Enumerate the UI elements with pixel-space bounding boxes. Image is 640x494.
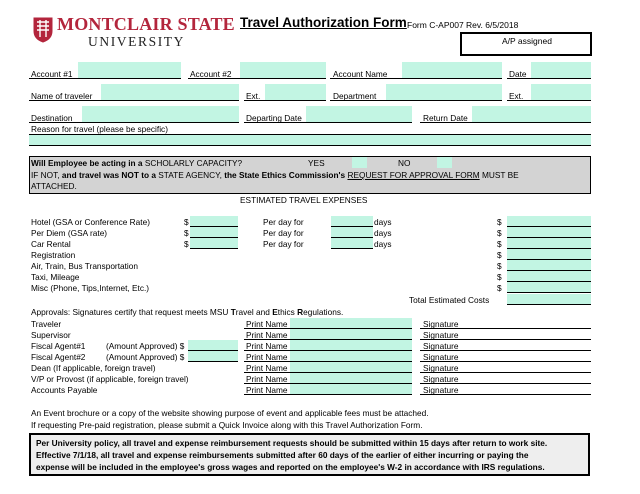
department-input[interactable] [386, 84, 502, 100]
expense-total-input[interactable] [507, 238, 591, 248]
return-date-label: Return Date [423, 113, 468, 123]
print-name-label: Print Name [246, 319, 288, 329]
fiscal-agent1-amount-input[interactable] [188, 340, 238, 350]
print-name-label: Print Name [246, 385, 288, 395]
fiscal-agent2-amount-input[interactable] [188, 351, 238, 361]
currency-symbol: $ [497, 272, 502, 282]
currency-symbol: $ [497, 261, 502, 271]
expense-total-input[interactable] [507, 249, 591, 259]
account-name-label: Account Name [333, 69, 388, 79]
scholarly-yes-checkbox[interactable] [352, 157, 367, 168]
date1-input[interactable] [531, 62, 591, 78]
brochure-note: An Event brochure or a copy of the website showing purpose of event and applicable fees must be attached. [31, 408, 429, 418]
scholarly-question: Will Employee be acting in a SCHOLARLY CAPACITY? [31, 158, 243, 168]
scholarly-no-label: NO [398, 158, 411, 168]
per-diem-rate-input[interactable] [190, 227, 238, 237]
form-number: Form C-AP007 Rev. 6/5/2018 [407, 20, 519, 30]
approver-label: Fiscal Agent#2 [31, 352, 86, 362]
print-name-input[interactable] [290, 329, 412, 339]
signature-label: Signature [423, 385, 459, 395]
account2-label: Account #2 [190, 69, 232, 79]
destination-label: Destination [31, 113, 73, 123]
policy-line: Per University policy, all travel and expense reimbursement requests should be submitted within 15 days after return to work site. [36, 438, 548, 448]
car-rate-input[interactable] [190, 238, 238, 248]
currency-symbol: $ [497, 250, 502, 260]
expense-total-input[interactable] [507, 271, 591, 281]
signature-label: Signature [423, 363, 459, 373]
currency-symbol: $ [184, 228, 189, 238]
reason-input[interactable] [29, 134, 591, 145]
university-logo-shield-icon [33, 17, 53, 43]
logo-subtitle: UNIVERSITY [88, 34, 185, 49]
departing-date-input[interactable] [306, 106, 412, 122]
page-title: Travel Authorization Form [240, 15, 407, 30]
expense-total-input[interactable] [507, 282, 591, 292]
reason-label: Reason for travel (please be specific) [31, 124, 168, 134]
ap-assigned-box[interactable] [460, 32, 592, 56]
days-label: days [374, 239, 392, 249]
account1-input[interactable] [78, 62, 181, 78]
expense-row-label: Air, Train, Bus Transportation [31, 261, 138, 271]
print-name-input[interactable] [290, 340, 412, 350]
expense-total-input[interactable] [507, 260, 591, 270]
ext2-input[interactable] [531, 84, 591, 100]
total-estimated-costs-label: Total Estimated Costs [409, 295, 490, 305]
traveler-name-input[interactable] [101, 84, 239, 100]
print-name-label: Print Name [246, 363, 288, 373]
expenses-heading: ESTIMATED TRAVEL EXPENSES [240, 195, 368, 205]
account1-label: Account #1 [31, 69, 73, 79]
per-diem-days-input[interactable] [331, 227, 373, 237]
per-day-label: Per day for [263, 239, 304, 249]
ext2-label: Ext. [509, 91, 524, 101]
print-name-label: Print Name [246, 352, 288, 362]
currency-symbol: $ [497, 283, 502, 293]
signature-line[interactable] [420, 372, 591, 373]
ethics-commission-notice: IF NOT, and travel was NOT to a STATE AGENCY, the State Ethics Commission's REQUEST FOR APPROVAL FORM MUST BE [31, 170, 519, 180]
account2-input[interactable] [240, 62, 326, 78]
print-name-label: Print Name [246, 330, 288, 340]
print-name-label: Print Name [246, 341, 288, 351]
scholarly-yes-label: YES [308, 158, 325, 168]
return-date-input[interactable] [472, 106, 591, 122]
hotel-days-input[interactable] [331, 216, 373, 226]
print-name-input[interactable] [290, 384, 412, 394]
scholarly-no-checkbox[interactable] [437, 157, 452, 168]
signature-line[interactable] [420, 339, 591, 340]
expense-total-input[interactable] [507, 216, 591, 226]
print-name-input[interactable] [290, 362, 412, 372]
expense-row-label: Registration [31, 250, 76, 260]
ap-assigned-label: A/P assigned [502, 36, 552, 46]
policy-line: Effective 7/1/18, all travel and expense reimbursements submitted after 60 days of the earlier of either incurring or paying the [36, 450, 529, 460]
expense-row-label: Misc (Phone, Tips,Internet, Etc.) [31, 283, 150, 293]
policy-line: expense will be included in the employee's gross wages and reported on the employee's W-2 in accordance with IRS regulations. [36, 462, 545, 472]
print-name-label: Print Name [246, 374, 288, 384]
expense-total-input[interactable] [507, 227, 591, 237]
expense-row-label: Per Diem (GSA rate) [31, 228, 108, 238]
amount-approved-label: (Amount Approved) $ [106, 341, 185, 351]
approver-label: Accounts Payable [31, 385, 98, 395]
approver-label: Dean (If applicable, foreign travel) [31, 363, 156, 373]
approver-label: Supervisor [31, 330, 71, 340]
days-label: days [374, 228, 392, 238]
currency-symbol: $ [497, 228, 502, 238]
expense-row-label: Hotel (GSA or Conference Rate) [31, 217, 150, 227]
days-label: days [374, 217, 392, 227]
per-day-label: Per day for [263, 228, 304, 238]
hotel-rate-input[interactable] [190, 216, 238, 226]
ethics-attached-text: ATTACHED. [31, 181, 77, 191]
signature-line[interactable] [420, 383, 591, 384]
signature-line[interactable] [420, 328, 591, 329]
logo-wordmark: MONTCLAIR STATE [57, 14, 235, 34]
signature-label: Signature [423, 319, 459, 329]
approvals-heading: Approvals: Signatures certify that request meets MSU Travel and Ethics Regulations. [31, 307, 344, 317]
traveler-name-label: Name of traveler [31, 91, 93, 101]
print-name-input[interactable] [290, 351, 412, 361]
ext1-input[interactable] [265, 84, 326, 100]
departing-date-label: Departing Date [246, 113, 302, 123]
car-days-input[interactable] [331, 238, 373, 248]
signature-label: Signature [423, 341, 459, 351]
ext1-label: Ext. [246, 91, 261, 101]
print-name-input[interactable] [290, 373, 412, 383]
per-day-label: Per day for [263, 217, 304, 227]
destination-input[interactable] [82, 106, 239, 122]
date1-label: Date [509, 69, 527, 79]
signature-label: Signature [423, 352, 459, 362]
signature-line[interactable] [420, 394, 591, 395]
approver-label: Traveler [31, 319, 62, 329]
signature-label: Signature [423, 330, 459, 340]
print-name-input[interactable] [290, 318, 412, 328]
currency-symbol: $ [497, 239, 502, 249]
currency-symbol: $ [497, 217, 502, 227]
signature-line[interactable] [420, 350, 591, 351]
department-label: Department [333, 91, 377, 101]
prepaid-note: If requesting Pre-paid registration, please submit a Quick Invoice along with this Travel Authorization Form. [31, 420, 423, 430]
currency-symbol: $ [184, 239, 189, 249]
amount-approved-label: (Amount Approved) $ [106, 352, 185, 362]
account-name-input[interactable] [402, 62, 502, 78]
approver-label: Fiscal Agent#1 [31, 341, 86, 351]
currency-symbol: $ [184, 217, 189, 227]
approver-label: V/P or Provost (if applicable, foreign travel) [31, 374, 189, 384]
expense-row-label: Car Rental [31, 239, 71, 249]
policy-notice-box [29, 433, 590, 476]
expense-row-label: Taxi, Mileage [31, 272, 80, 282]
signature-label: Signature [423, 374, 459, 384]
total-estimated-costs-input[interactable] [507, 294, 591, 304]
signature-line[interactable] [420, 361, 591, 362]
